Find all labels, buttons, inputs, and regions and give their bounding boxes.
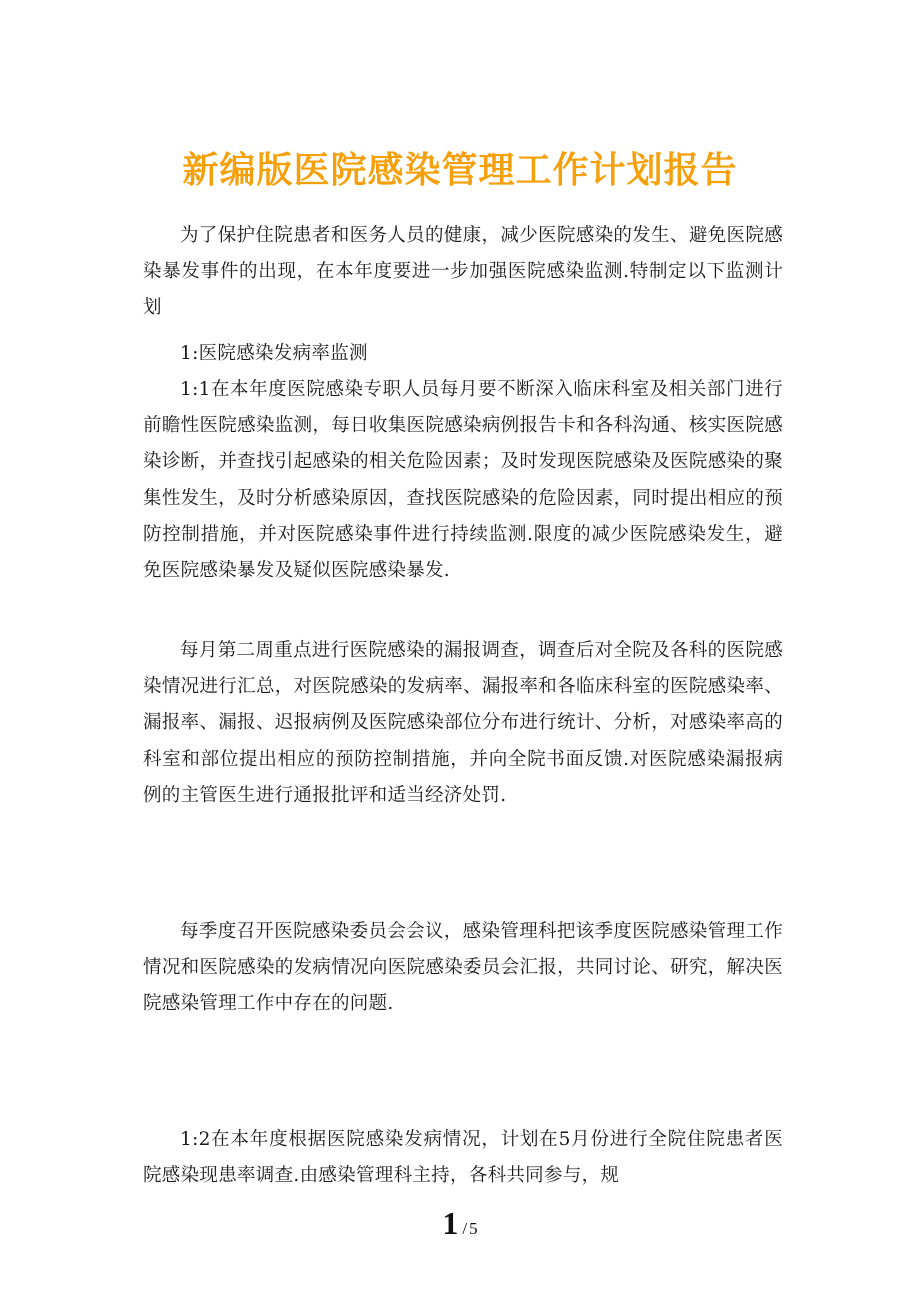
page-footer	[0, 1205, 920, 1242]
paragraph-1-1	[143, 372, 783, 589]
paragraph-quarterly-meeting	[143, 914, 783, 1023]
paragraph-1-2	[143, 1122, 783, 1194]
page-number: 1	[442, 1205, 459, 1241]
section-heading-infection-rate	[143, 336, 783, 372]
section-heading-text: 1:医院感染发病率监测	[180, 343, 368, 364]
page-separator: /	[462, 1219, 468, 1238]
paragraph-text: 每季度召开医院感染委员会会议，感染管理科把该季度医院感染管理工作情况和医院感染的发病情况向医院感染委员会汇报，共同讨论、研究，解决医院感染管理工作中存在的问题.	[143, 921, 783, 1015]
paragraph-text: 为了保护住院患者和医务人员的健康，减少医院感染的发生、避免医院感染暴发事件的出现，在本年度要进一步加强医院感染监测.特制定以下监测计划	[143, 225, 783, 319]
paragraph-monthly-survey	[143, 633, 783, 814]
page-total: 5	[469, 1219, 478, 1238]
document-title: 新编版医院感染管理工作计划报告	[182, 149, 738, 192]
paragraph-text: 1:2在本年度根据医院感染发病情况，计划在5月份进行全院住院患者医院感染现患率调查.由感染管理科主持，各科共同参与，规	[143, 1129, 783, 1187]
paragraph-intro	[143, 218, 783, 327]
paragraph-text: 1:1在本年度医院感染专职人员每月要不断深入临床科室及相关部门进行前瞻性医院感染监测，每日收集医院感染病例报告卡和各科沟通、核实医院感染诊断，并查找引起感染的相关危险因素；及时发现医院感染及医院感染的聚集性发生，及时分析感染原因，查找医院感染的危险因素，同时提出相应的预防控制措施，并对医院感染事件进行持续监测.限度的减少医院感染发生，避免医院感染暴发及疑似医院感染暴发.	[143, 379, 783, 582]
paragraph-text: 每月第二周重点进行医院感染的漏报调查，调查后对全院及各科的医院感染情况进行汇总，对医院感染的发病率、漏报率和各临床科室的医院感染率、漏报率、漏报、迟报病例及医院感染部位分布进行统计、分析，对感染率高的科室和部位提出相应的预防控制措施，并向全院书面反馈.对医院感染漏报病例的主管医生进行通报批评和适当经济处罚.	[143, 640, 783, 806]
